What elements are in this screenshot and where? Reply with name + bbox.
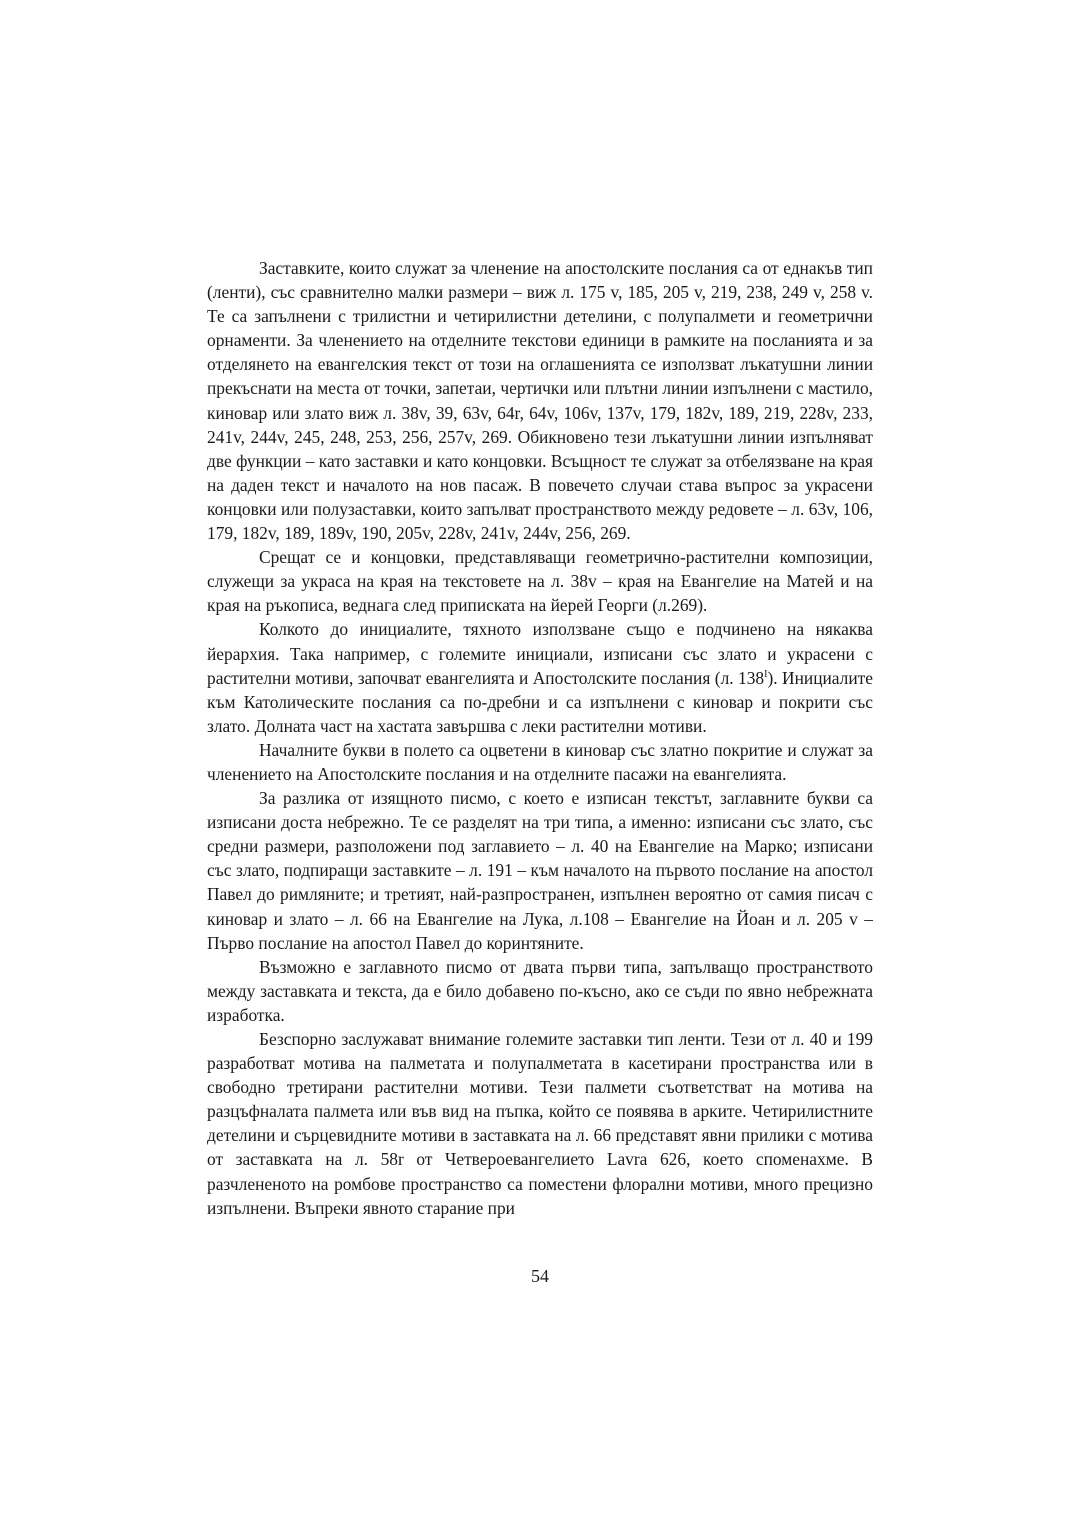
paragraph-initials: [207, 617, 873, 737]
footnote-superscript: I: [764, 668, 768, 680]
paragraph-margin-letters: Началните букви в полето са оцветени в киновар със златно покритие и служат за членението на Апостолските послания и на отделните пасажи на евангелията.: [207, 739, 873, 784]
paragraph-title-letters: За разлика от изящното писмо, с което е изписан текстът, заглавните букви са изписани доста небрежно. Те се разделят на три типа, а именно: изписани със злато, със средни размери, разположени под заглавието – л. 40 на Евангелие на Марко; изписани със злато, подпиращи заставките – л. 191 – към началото на първото послание на апостол Павел до римляните; и третият, най-разпространен, изпълнен вероятно от самия писач с киновар и злато – л. 66 на Евангелие на Лука, л.108 – Евангелие на Йоан и л. 205 v – Първо послание на апостол Павел до коринтяните.: [207, 788, 873, 953]
paragraph-initials-part-2: ). Инициалите към Католическите послания са по-дребни и са изпълнени с киновар и покрити със злато. Долната част на хастата завършва с леки растителни мотиви.: [207, 667, 873, 736]
paragraph-band-headpieces: Безспорно заслужават внимание големите заставки тип ленти. Тези от л. 40 и 199 разработват мотива на палметата и полупалметата в касетирани пространства или в свободно третирани растителни мотиви. Тези палмети съответстват на мотива на разцъфналата палмета или във вид на пъпка, който се появява в арките. Четирилистните детелини и сърцевидните мотиви в заставката на л. 66 представят явни прилики с мотива от заставката на л. 58r от Четвероевангелието Lavra 626, което споменахме. В разчлененото на ромбове пространство са поместени флорални мотиви, много прецизно изпълнени. Въпреки явното старание при: [207, 1029, 873, 1218]
paragraph-initials-part-1: Колкото до инициалите, тяхното използване също е подчинено на някаква йерархия. Така например, с големите инициали, изписани със злато и украсени с растителни мотиви, започват евангелията и Апостолските послания (л. 138: [207, 619, 873, 688]
body-text: [207, 256, 873, 1220]
paragraph-headpieces: Заставките, които служат за членение на апостолските послания са от еднакъв тип (ленти), със сравнително малки размери – виж л. 175 v, 185, 205 v, 219, 238, 249 v, 258 v. Те са запълнени с трилистни и четирилистни детелини, с полупалмети и геометрични орнаменти. За членението на отделните текстови единици в рамките на посланията и за отделянето на евангелския текст от този на оглашенията се използват лъкатушни линии прекъснати на места от точки, запетаи, чертички или плътни линии изпълнени с мастило, киновар или злато виж л. 38v, 39, 63v, 64r, 64v, 106v, 137v, 179, 182v, 189, 219, 228v, 233, 241v, 244v, 245, 248, 253, 256, 257v, 269. Обикновено тези лъкатушни линии изпълняват две функции – като заставки и като концовки. Всъщност те служат за отбелязване на края на даден текст и началото на нов пасаж. В повечето случаи става въпрос за украсени концовки или полузаставки, които запълват пространството между редовете – л. 63v, 106, 179, 182v, 189, 189v, 190, 205v, 228v, 241v, 244v, 256, 269.: [207, 258, 873, 544]
paragraph-tailpieces: Срещат се и концовки, представляващи геометрично-растителни композиции, служещи за украса на края на текстовете на л. 38v – края на Евангелие на Матей и на края на ръкописа, веднага след приписката на йерей Георги (л.269).: [207, 547, 873, 616]
paragraph-title-script: Възможно е заглавното писмо от двата първи типа, запълващо пространството между заставката и текста, да е било добавено по-късно, ако се съди по явно небрежната изработка.: [207, 956, 873, 1025]
page-number: 54: [531, 1266, 549, 1286]
